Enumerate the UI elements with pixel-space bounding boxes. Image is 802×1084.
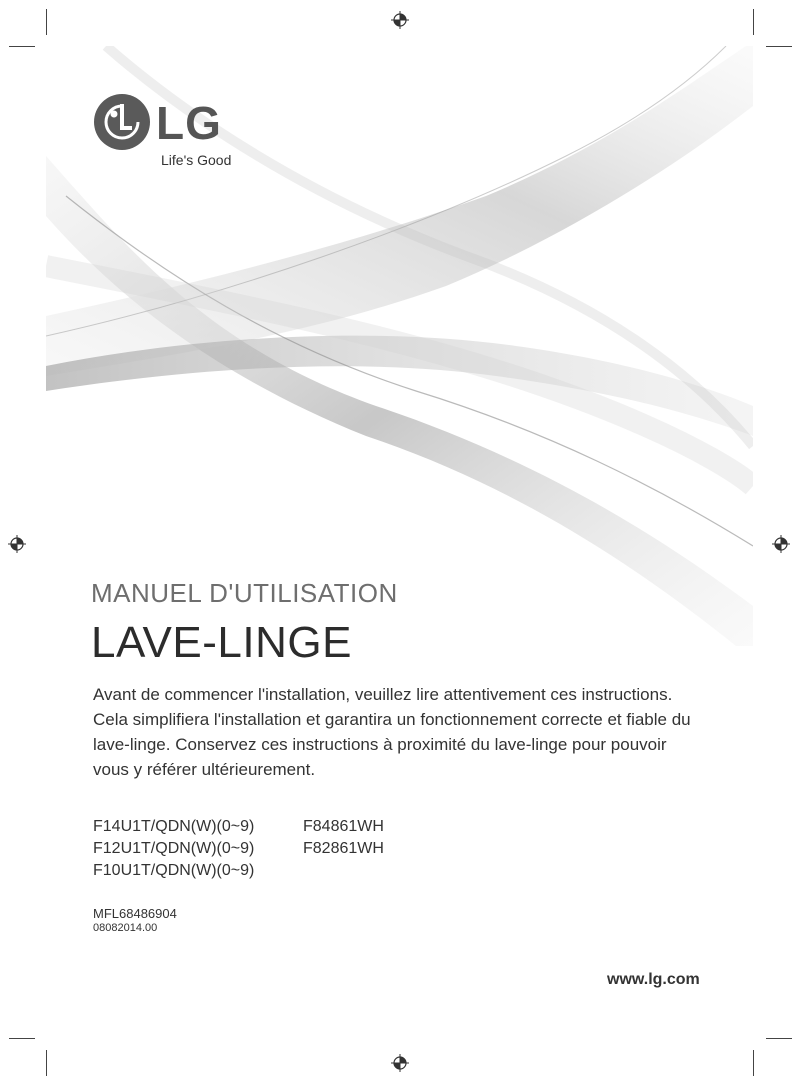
crop-mark-top-right-v — [753, 9, 754, 35]
intro-line: Avant de commencer l'installation, veuillez lire attentivement ces instructions. — [93, 685, 673, 704]
crop-mark-bottom-left-v — [46, 1050, 47, 1076]
cover-page — [46, 46, 753, 1040]
intro-line: vous y référer ultérieurement. — [93, 760, 316, 779]
model-list — [93, 816, 384, 882]
intro-line: lave-linge. Conservez ces instructions à proximité du lave-linge pour pouvoir — [93, 735, 667, 754]
model-number: F12U1T/QDN(W)(0~9) — [93, 840, 255, 857]
model-row — [93, 838, 384, 860]
logo-tagline: Life's Good — [161, 152, 232, 168]
intro-line: Cela simplifiera l'installation et garantira un fonctionnement correcte et fiable du — [93, 710, 691, 729]
lg-logo — [94, 94, 244, 170]
registration-mark-icon — [391, 1054, 409, 1072]
intro-paragraph — [93, 682, 748, 782]
crop-mark-top-right-h — [766, 46, 792, 47]
registration-mark-icon — [8, 535, 26, 553]
logo-wordmark: LG — [156, 97, 222, 149]
crop-mark-top-left-h — [9, 46, 35, 47]
manual-subtitle: MANUEL D'UTILISATION — [91, 578, 398, 608]
model-number: F84861WH — [303, 818, 384, 835]
model-number: F10U1T/QDN(W)(0~9) — [93, 862, 255, 879]
website-link[interactable]: www.lg.com — [607, 971, 700, 988]
document-code: MFL68486904 — [93, 906, 177, 921]
registration-mark-icon — [391, 11, 409, 29]
registration-mark-icon — [772, 535, 790, 553]
model-row — [93, 860, 384, 882]
crop-mark-top-left-v — [46, 9, 47, 35]
model-number: F14U1T/QDN(W)(0~9) — [93, 818, 255, 835]
crop-mark-bottom-right-v — [753, 1050, 754, 1076]
lg-face-logo-icon — [94, 94, 150, 150]
model-row — [93, 816, 384, 838]
product-title: LAVE-LINGE — [91, 618, 352, 667]
document-date: 08082014.00 — [93, 922, 158, 934]
model-number: F82861WH — [303, 840, 384, 857]
crop-mark-bottom-right-h — [766, 1038, 792, 1039]
crop-mark-bottom-left-h — [9, 1038, 35, 1039]
